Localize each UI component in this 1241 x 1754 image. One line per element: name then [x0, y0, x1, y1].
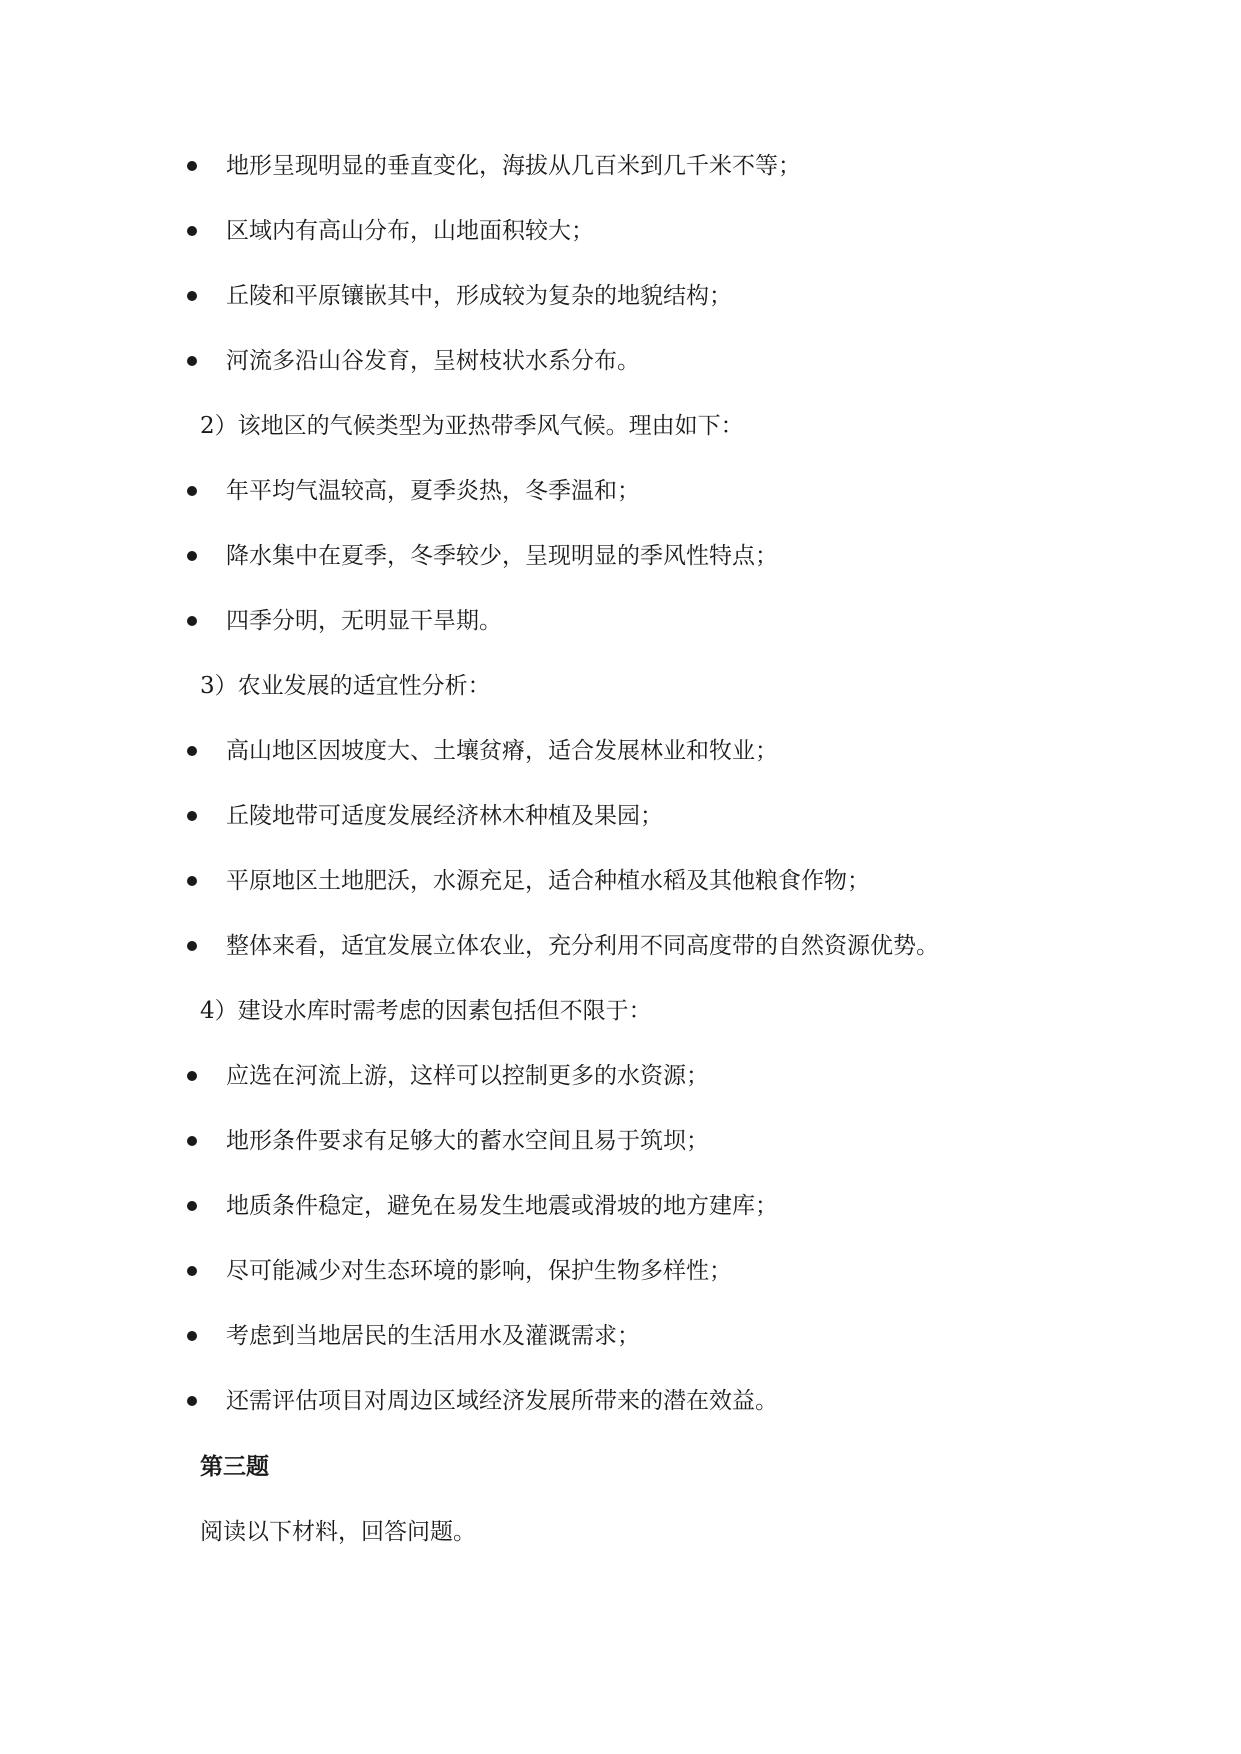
question-heading: 第三题 — [200, 1454, 269, 1480]
bullet-icon — [187, 876, 197, 886]
bullet-icon — [187, 811, 197, 821]
bullet-icon — [187, 1071, 197, 1081]
list-item-text: 降水集中在夏季，冬季较少，呈现明显的季风性特点； — [226, 543, 778, 569]
bullet-icon — [187, 1136, 197, 1146]
sub-question-text: 2）该地区的气候类型为亚热带季风气候。理由如下： — [200, 413, 744, 439]
bullet-icon — [187, 486, 197, 496]
list-item-text: 整体来看，适宜发展立体农业，充分利用不同高度带的自然资源优势。 — [226, 933, 939, 959]
list-item-text: 四季分明，无明显干旱期。 — [226, 608, 502, 634]
sub-question-text: 4）建设水库时需考虑的因素包括但不限于： — [200, 998, 652, 1024]
sub-question-text: 3）农业发展的适宜性分析： — [200, 673, 491, 699]
list-item-text: 尽可能减少对生态环境的影响，保护生物多样性； — [226, 1258, 732, 1284]
list-item-text: 丘陵地带可适度发展经济林木种植及果园； — [226, 803, 663, 829]
bullet-icon — [187, 1201, 197, 1211]
list-item-text: 地形条件要求有足够大的蓄水空间且易于筑坝； — [226, 1128, 709, 1154]
bullet-icon — [187, 746, 197, 756]
bullet-icon — [187, 551, 197, 561]
bullet-icon — [187, 616, 197, 626]
list-item-text: 区域内有高山分布，山地面积较大； — [226, 218, 594, 244]
bullet-icon — [187, 941, 197, 951]
list-item-text: 考虑到当地居民的生活用水及灌溉需求； — [226, 1323, 640, 1349]
instruction-text: 阅读以下材料，回答问题。 — [200, 1519, 476, 1545]
list-item-text: 地形呈现明显的垂直变化，海拔从几百米到几千米不等； — [226, 153, 801, 179]
list-item-text: 年平均气温较高，夏季炎热，冬季温和； — [226, 478, 640, 504]
bullet-icon — [187, 1331, 197, 1341]
bullet-icon — [187, 1266, 197, 1276]
list-item-text: 应选在河流上游，这样可以控制更多的水资源； — [226, 1063, 709, 1089]
list-item-text: 地质条件稳定，避免在易发生地震或滑坡的地方建库； — [226, 1193, 778, 1219]
bullet-icon — [187, 291, 197, 301]
list-item-text: 丘陵和平原镶嵌其中，形成较为复杂的地貌结构； — [226, 283, 732, 309]
bullet-icon — [187, 1396, 197, 1406]
bullet-icon — [187, 226, 197, 236]
bullet-icon — [187, 161, 197, 171]
list-item-text: 高山地区因坡度大、土壤贫瘠，适合发展林业和牧业； — [226, 738, 778, 764]
list-item-text: 河流多沿山谷发育，呈树枝状水系分布。 — [226, 348, 640, 374]
list-item-text: 平原地区土地肥沃，水源充足，适合种植水稻及其他粮食作物； — [226, 868, 870, 894]
bullet-icon — [187, 356, 197, 366]
list-item-text: 还需评估项目对周边区域经济发展所带来的潜在效益。 — [226, 1388, 778, 1414]
